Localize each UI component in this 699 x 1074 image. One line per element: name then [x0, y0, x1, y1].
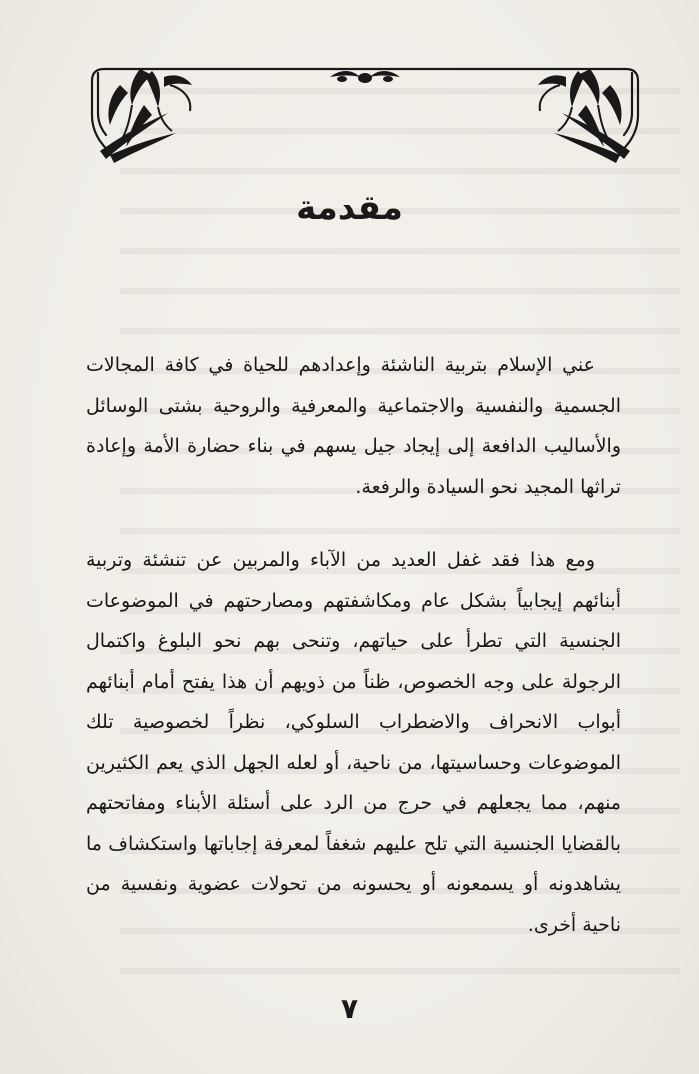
page-number: ٧ — [340, 992, 359, 1025]
body-paragraph-2 — [86, 540, 621, 945]
page-title: مقدمة — [296, 188, 403, 228]
paragraph-text: عني الإسلام بتربية الناشئة وإعدادهم للحياة في كافة المجالات الجسمية والنفسية والاجتماعية والمعرفية والروحية بشتى الوسائل والأساليب الدافعة إلى إيجاد جيل يسهم في بناء حضارة الأمة وإعادة تراثها المجيد نحو السيادة والرفعة. — [86, 354, 621, 498]
body-paragraph-1 — [86, 345, 621, 507]
floral-header-ornament-icon — [80, 55, 650, 175]
paragraph-text: ومع هذا فقد غفل العديد من الآباء والمربين عن تنشئة وتربية أبنائهم إيجابياً بشكل عام ومكاشفتهم ومصارحتهم في الموضوعات الجنسية التي تطرأ على حياتهم، وتنحى بهم نحو البلوغ واكتمال الرجولة على وجه الخصوص، ظناً من ذويهم أن هذا يفتح أمام أبنائهم أبواب الانحراف والاضطراب السلوكي، نظراً لخصوصية تلك الموضوعات وحساسيتها، من ناحية، أو لعله الجهل الذي يعم الكثيرين منهم، مما يجعلهم في حرج من الرد على أسئلة الأبناء ومفاتحتهم بالقضايا الجنسية التي تلح عليهم شغفاً لمعرفة إجاباتها واستكشاف ما يشاهدونه أو يسمعونه أو يحسونه من تحولات عضوية ونفسية من ناحية أخرى. — [86, 549, 621, 936]
